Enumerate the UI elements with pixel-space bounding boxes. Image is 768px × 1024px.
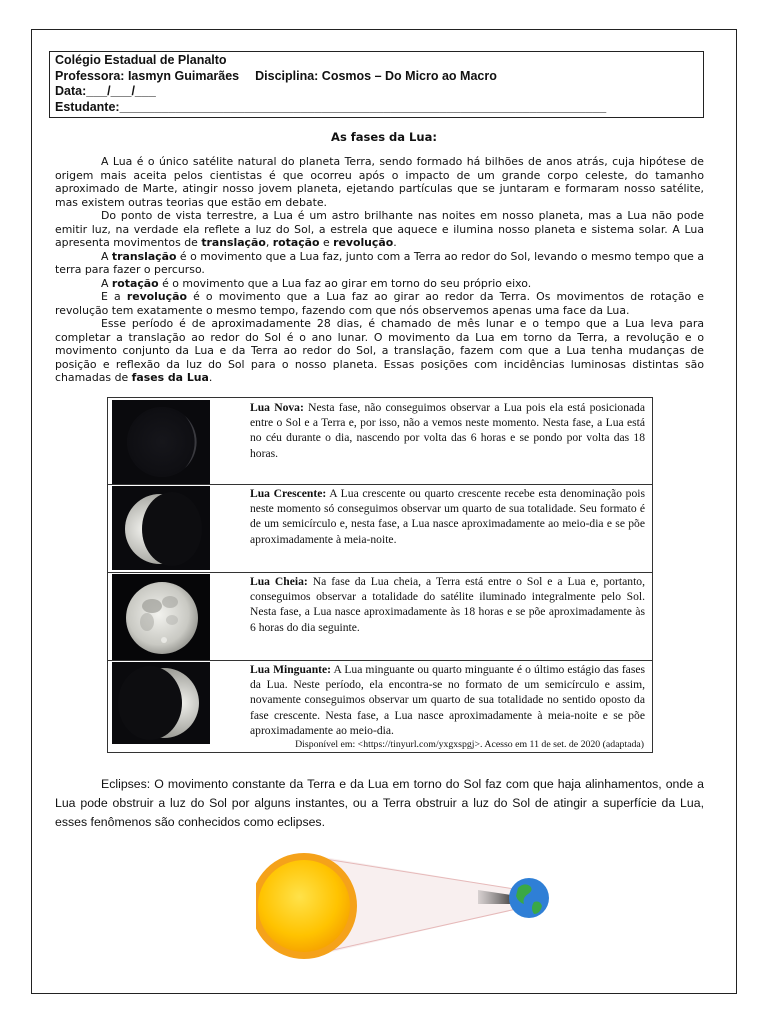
eclipse-illustration-icon — [256, 846, 556, 966]
paragraph-rotation: A rotação é o movimento que a Lua faz ao girar em torno do seu próprio eixo. — [101, 276, 532, 290]
waning-moon-icon — [112, 662, 210, 744]
phase-description: Na fase da Lua cheia, a Terra está entre o Sol e a Lua e, portanto, conseguimos observar a totalidade do satélite iluminado integralmente pelo Sol. Nesta fase, a Lua nasce aproximadamente às 18 horas e se põe aproximadamente às 6 horas do dia seguinte. — [250, 575, 645, 634]
crescent-moon-icon — [112, 486, 210, 570]
moon-phases-table — [107, 397, 653, 753]
school-name: Colégio Estadual de Planalto — [55, 53, 227, 67]
paragraph-phases: Esse período é de aproximadamente 28 dias, é chamado de mês lunar e o tempo que a Lua leva para completar a translação ao redor do Sol é o ano lunar. O movimento da Lua em torno da Terra, a revolução e o movimento conjunto da Lua e da Terra ao redor do Sol, a translação, fazem com que a Lua tenha mudanças de posição e reflexão da luz do Sol para o nosso planeta. Essas posições com incidências luminosas distintas são chamadas de fases da Lua. — [55, 317, 704, 384]
eclipse-section — [55, 775, 704, 832]
phase-row-crescent-moon — [108, 484, 652, 573]
worksheet-header — [49, 51, 704, 118]
new-moon-icon — [112, 400, 210, 484]
date-field[interactable]: Data:___/___/___ — [55, 84, 156, 98]
phase-name: Lua Crescente: — [250, 487, 327, 500]
phase-name: Lua Minguante: — [250, 663, 332, 676]
phase-row-full-moon — [108, 572, 652, 661]
phase-row-new-moon — [108, 398, 652, 485]
phase-name: Lua Nova: — [250, 401, 304, 414]
full-moon-icon — [112, 574, 210, 660]
paragraph-translation: A translação é o movimento que a Lua faz, junto com a Terra ao redor do Sol, levando o mesmo tempo que a terra para fazer o percurso. — [55, 249, 704, 276]
phase-description: A Lua crescente ou quarto crescente recebe esta denominação pois neste momento só conseguimos observar um quarto de sua totalidade. Seu formato é de um semicírculo e, nesta fase, a Lua nasce aproximadamente ao meio-dia e se põe aproximadamente à meia-noite. — [250, 487, 645, 546]
student-field[interactable]: Estudante:______________________________________________________________________ — [55, 99, 607, 114]
paragraph-revolution: E a revolução é o movimento que a Lua faz ao girar ao redor da Terra. Os movimentos de rotação e revolução tem exatamente o mesmo tempo, fazendo com que nós observemos apenas uma face da Lua. — [55, 290, 704, 317]
teacher-name: Professora: Iasmyn Guimarães — [55, 68, 240, 83]
subject-name: Disciplina: Cosmos – Do Micro ao Macro — [255, 68, 497, 83]
eclipse-paragraph: Eclipses: O movimento constante da Terra e da Lua em torno do Sol faz com que haja alinhamentos, onde a Lua pode obstruir a luz do Sol por alguns instantes, ou a Terra obstruir a luz do Sol de atingir a superfície da Lua, esses fenômenos são conhecidos como eclipses. — [55, 777, 704, 829]
phase-description: Nesta fase, não conseguimos observar a Lua pois ela está posicionada entre o Sol e a Terra e, por isso, não a vemos neste momento. Nesta fase, a Lua está no céu durante o dia, nascendo por volta das 6 horas e se pondo por volta das 18 horas. — [250, 401, 645, 460]
source-citation: Disponível em: <https://tinyurl.com/yxgxspgj>. Acesso em 11 de set. de 2020 (adaptada) — [295, 739, 644, 750]
paragraph-light: Do ponto de vista terrestre, a Lua é um astro brilhante nas noites em nosso planeta, mas a Lua não pode emitir luz, na verdade ela reflete a luz do Sol, a estrela que aquece e ilumina nosso planeta e sistema solar. A Lua apresenta movimentos de translação, rotação e revolução. — [55, 209, 704, 249]
intro-text — [55, 155, 704, 385]
phase-name: Lua Cheia: — [250, 575, 308, 588]
phase-description: A Lua minguante ou quarto minguante é o último estágio das fases da Lua. Neste período, ela encontra-se no formato de um semicírculo e assim, novamente conseguimos observar um quarto de sua totalidade no sentido oposto da fase crescente. Nesta fase, a Lua nasce aproximadamente à meia-noite e se põe aproximadamente ao meio-dia. — [250, 663, 645, 737]
page-title: As fases da Lua: — [331, 130, 437, 144]
paragraph-origin: A Lua é o único satélite natural do planeta Terra, sendo formado há bilhões de anos atrás, cuja hipótese de origem mais aceita pelos cientistas é que ocorreu após o impacto de um grande corpo celeste, do tamanho aproximado de Marte, atingir nosso jovem planeta, ejetando partículas que se juntaram e formaram nosso satélite, mas existem outras teorias que estão em debate. — [55, 155, 704, 209]
phase-row-waning-moon — [108, 660, 652, 752]
